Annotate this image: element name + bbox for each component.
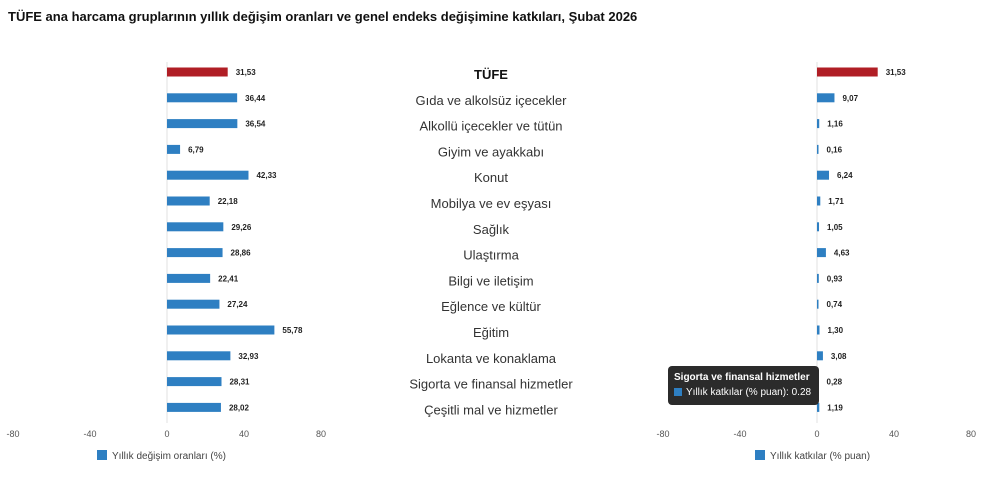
right-value-label: 4,63 — [833, 248, 850, 258]
left-value-label: 6,79 — [188, 145, 204, 155]
right-bar — [817, 222, 819, 231]
left-value-label: 28,31 — [229, 377, 250, 387]
right-value-label: 1,05 — [827, 222, 843, 232]
tooltip-separator: : — [786, 387, 792, 398]
left-bar — [167, 248, 223, 257]
right-bar — [817, 93, 834, 102]
left-bar — [167, 300, 219, 309]
right-value-label: 3,08 — [830, 351, 847, 361]
left-value-label: 36,44 — [245, 93, 266, 103]
right-value-label: 0,93 — [826, 274, 843, 284]
category-label: Alkollü içecekler ve tütün — [419, 118, 563, 134]
right-value-label: 0,16 — [826, 145, 843, 155]
left-value-label: 28,86 — [230, 248, 251, 258]
left-bar — [167, 274, 210, 283]
right-bar — [817, 197, 820, 206]
right-bar — [817, 171, 829, 180]
right-value-label: 31,53 — [885, 68, 906, 77]
left-bar — [167, 145, 180, 154]
right-legend-label: Yıllık katkılar (% puan) — [770, 451, 871, 462]
left-value-label: 29,26 — [231, 222, 252, 232]
left-x-tick-label: -40 — [83, 429, 97, 439]
category-label: Eğlence ve kültür — [441, 299, 541, 315]
left-bar — [167, 197, 210, 206]
left-bar — [167, 326, 274, 335]
left-value-label: 27,24 — [227, 300, 248, 310]
page-title: TÜFE ana harcama gruplarının yıllık değişim oranları ve genel endeks değişimine katkıları, Şubat 2026 — [8, 9, 638, 24]
left-bar-chart — [6, 62, 326, 462]
right-bar — [817, 326, 820, 335]
right-value-label: 1,30 — [827, 326, 844, 335]
left-bar — [167, 377, 221, 386]
right-value-label: 1,71 — [828, 197, 844, 206]
right-value-label: 6,24 — [837, 171, 853, 181]
right-x-tick-label: -40 — [733, 429, 747, 439]
left-value-label: 22,18 — [217, 197, 238, 206]
category-label: Konut — [474, 170, 508, 186]
left-x-tick-label: 40 — [238, 429, 250, 439]
right-bar — [817, 145, 819, 154]
left-value-label: 55,78 — [282, 326, 303, 335]
left-bar — [167, 68, 228, 77]
right-bar — [817, 119, 819, 128]
left-value-label: 42,33 — [256, 171, 277, 181]
left-value-label: 31,53 — [235, 68, 256, 77]
right-value-label: 1,16 — [827, 119, 843, 129]
left-legend-label: Yıllık değişim oranları (%) — [112, 451, 226, 462]
category-label: Mobilya ve ev eşyası — [430, 196, 552, 211]
category-label: Giyim ve ayakkabı — [437, 144, 545, 160]
left-x-tick-label: 0 — [164, 429, 170, 439]
right-value-label: 0,74 — [826, 300, 843, 310]
left-value-label: 22,41 — [218, 274, 239, 284]
tooltip-swatch — [674, 388, 682, 396]
right-legend-swatch — [755, 450, 765, 460]
left-bar — [167, 93, 237, 102]
right-bar — [817, 351, 823, 360]
right-value-label: 1,19 — [827, 403, 843, 413]
category-label: Eğitim — [472, 325, 510, 340]
tooltip-value: 0.28 — [791, 387, 812, 398]
left-bar — [167, 403, 221, 412]
right-x-tick-label: 40 — [888, 429, 900, 439]
left-value-label: 36,54 — [245, 119, 266, 129]
right-x-tick-label: 0 — [814, 429, 820, 439]
right-bar — [817, 274, 819, 283]
left-x-tick-label: -80 — [6, 429, 20, 439]
category-labels — [409, 67, 573, 417]
right-value-label: 0,28 — [826, 377, 843, 387]
left-x-tick-label: 80 — [315, 429, 327, 439]
right-x-tick-label: 80 — [965, 429, 977, 439]
left-value-label: 32,93 — [238, 351, 259, 361]
left-value-label: 28,02 — [228, 403, 249, 413]
right-bar — [817, 248, 826, 257]
category-label: Sigorta ve finansal hizmetler — [409, 376, 573, 392]
left-bar — [167, 351, 230, 360]
right-bar — [817, 68, 878, 77]
left-bar — [167, 119, 237, 128]
left-bar — [167, 171, 248, 180]
category-label: Gıda ve alkolsüz içecekler — [415, 92, 567, 108]
left-legend-swatch — [97, 450, 107, 460]
category-label: Sağlık — [472, 221, 510, 237]
category-label: Ulaştırma — [463, 247, 519, 263]
tooltip-title: Sigorta ve finansal hizmetler — [674, 372, 810, 383]
category-label: TÜFE — [474, 67, 508, 82]
category-label: Çeşitli mal ve hizmetler — [424, 402, 558, 418]
tooltip-series: Yıllık katkılar (% puan) — [686, 387, 787, 398]
category-label: Lokanta ve konaklama — [425, 350, 557, 366]
right-value-label: 9,07 — [842, 93, 859, 103]
right-bar — [817, 300, 819, 309]
category-label: Bilgi ve iletişim — [448, 273, 534, 289]
right-x-tick-label: -80 — [656, 429, 670, 439]
left-bar — [167, 222, 223, 231]
chart-tooltip — [668, 366, 819, 405]
